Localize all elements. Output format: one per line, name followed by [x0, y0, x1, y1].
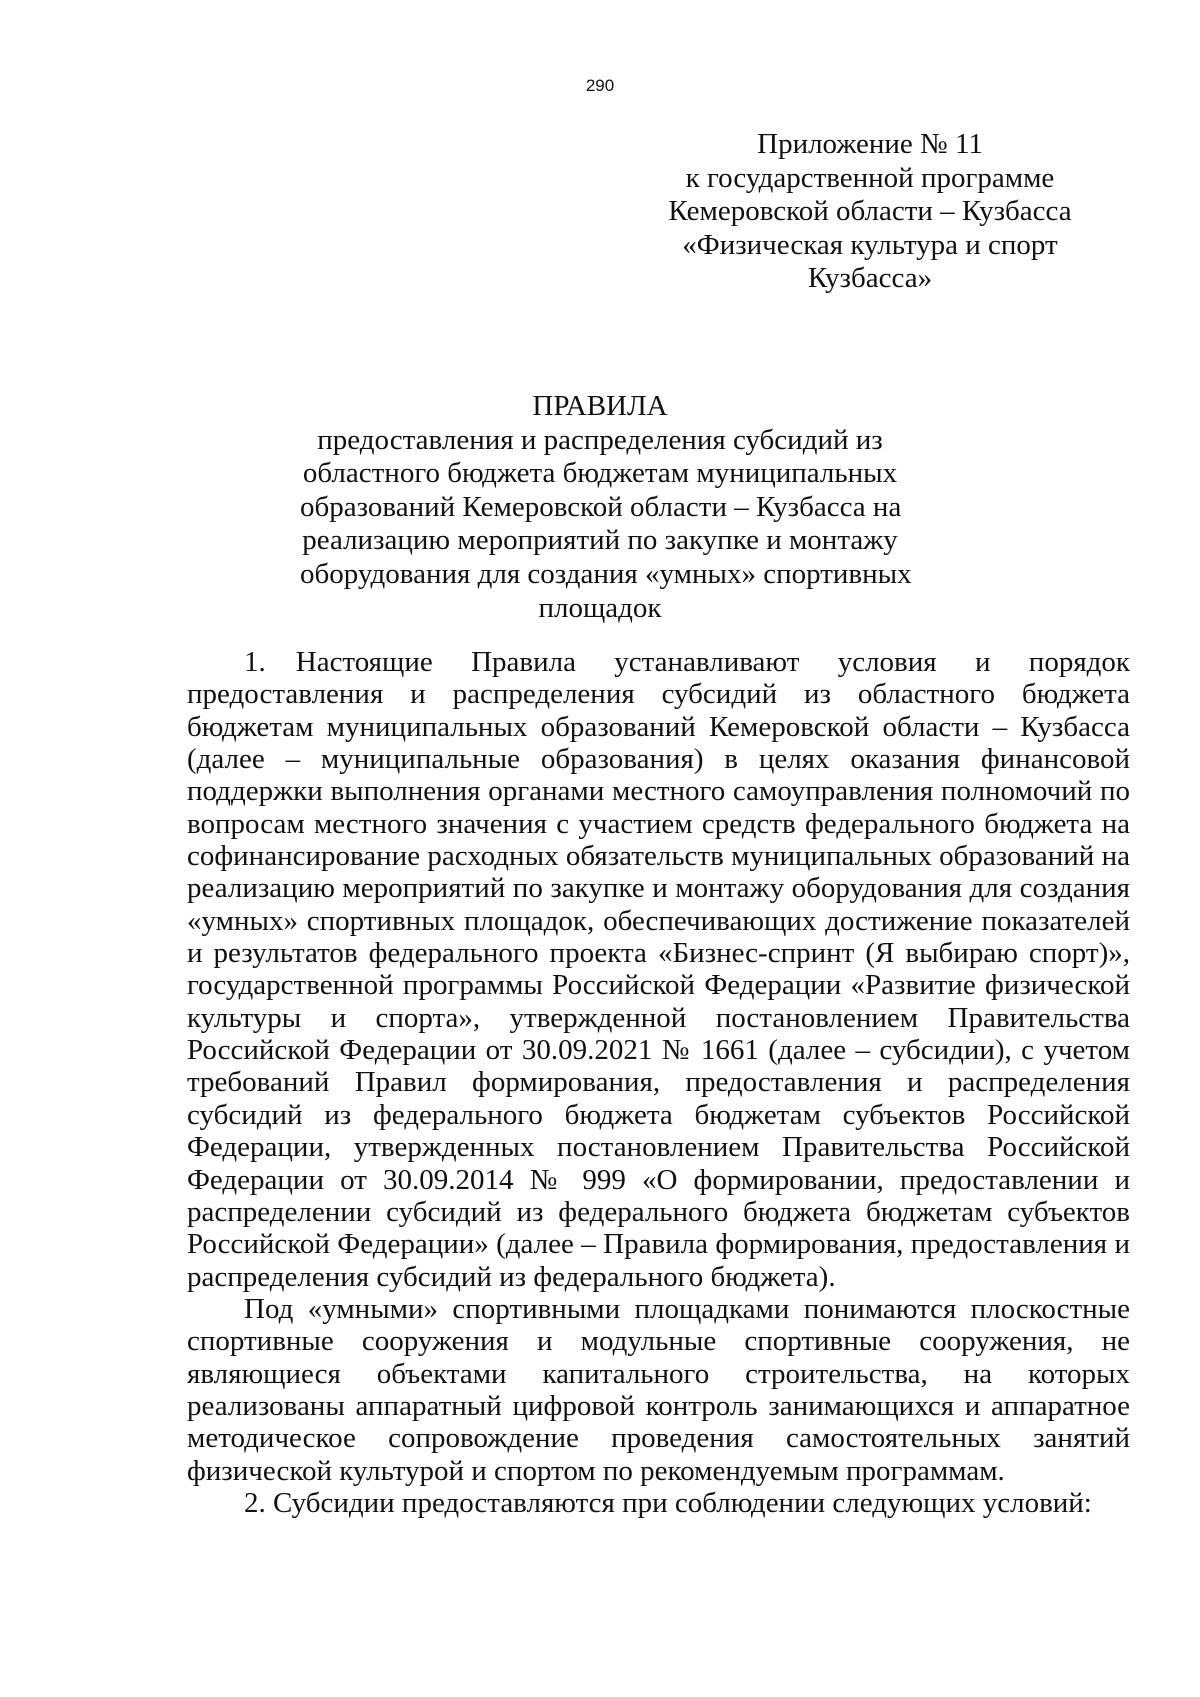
- paragraph-3: 2. Субсидии предоставляются при соблюдении следующих условий:: [244, 1486, 1092, 1519]
- document-subtitle-line: площадок: [538, 591, 662, 624]
- document-body: [187, 646, 1130, 1519]
- appendix-line: «Физическая культура и спорт: [682, 228, 1058, 261]
- appendix-line: Кузбасса»: [807, 262, 933, 295]
- appendix-line: Кемеровской области – Кузбасса: [668, 195, 1072, 228]
- document-title: ПРАВИЛА: [532, 390, 668, 422]
- appendix-line: к государственной программе: [685, 161, 1055, 194]
- document-subtitle-line: областного бюджета бюджетам муниципальных: [302, 457, 898, 490]
- appendix-block: [660, 128, 1080, 296]
- paragraph-number: 1.: [244, 646, 266, 678]
- appendix-line: Приложение № 11: [757, 128, 983, 160]
- paragraph-2: Под «умными» спортивными площадками понимаются плоскостные спортивные сооружения и модульные спортивные сооружения, не являющиеся объектами капитального строительства, на которых реализованы аппаратный цифровой контроль занимающихся и аппаратное методическое сопровождение проведения самостоятельных занятий физической культурой и спортом по рекомендуемым программам.: [187, 1292, 1130, 1487]
- page-number: 290: [585, 76, 615, 95]
- document-subtitle-line: предоставления и распределения субсидий из: [317, 423, 883, 456]
- paragraph-1-text: Настоящие Правила устанавливают условия и порядок предоставления и распределения субсидий из областного бюджета бюджетам муниципальных образований Кемеровской области – Кузбасса (далее – муниципальные образования) в целях оказания финансовой поддержки выполнения органами местного самоуправления полномочий по вопросам местного значения с участием средств федерального бюджета на софинансирование расходных обязательств муниципальных образований на реализацию мероприятий по закупке и монтажу оборудования для создания «умных» спортивных площадок, обеспечивающих достижение показателей и результатов федерального проекта «Бизнес-спринт (Я выбираю спорт)», государственной программы Российской Федерации «Развитие физической культуры и спорта», утвержденной постановлением Правительства Российской Федерации от 30.09.2021 № 1661 (далее – субсидии), с учетом требований Правил формирования, предоставления и распределения субсидий из федерального бюджета бюджетам субъектов Российской Федерации, утвержденных постановлением Правительства Российской Федерации от 30.09.2014 № 999 «О формировании, предоставлении и распределении субсидий из федерального бюджета бюджетам субъектов Российской Федерации» (далее – Правила формирования, предоставления и распределения субсидий из федерального бюджета).: [187, 646, 1130, 1293]
- document-subtitle-line: оборудования для создания «умных» спортивных: [300, 557, 912, 590]
- document-subtitle-line: образований Кемеровской области – Кузбасса на: [300, 490, 902, 523]
- paragraph-1: [187, 646, 1130, 1293]
- document-heading: [300, 390, 912, 625]
- document-subtitle-line: реализацию мероприятий по закупке и монтажу: [302, 524, 898, 557]
